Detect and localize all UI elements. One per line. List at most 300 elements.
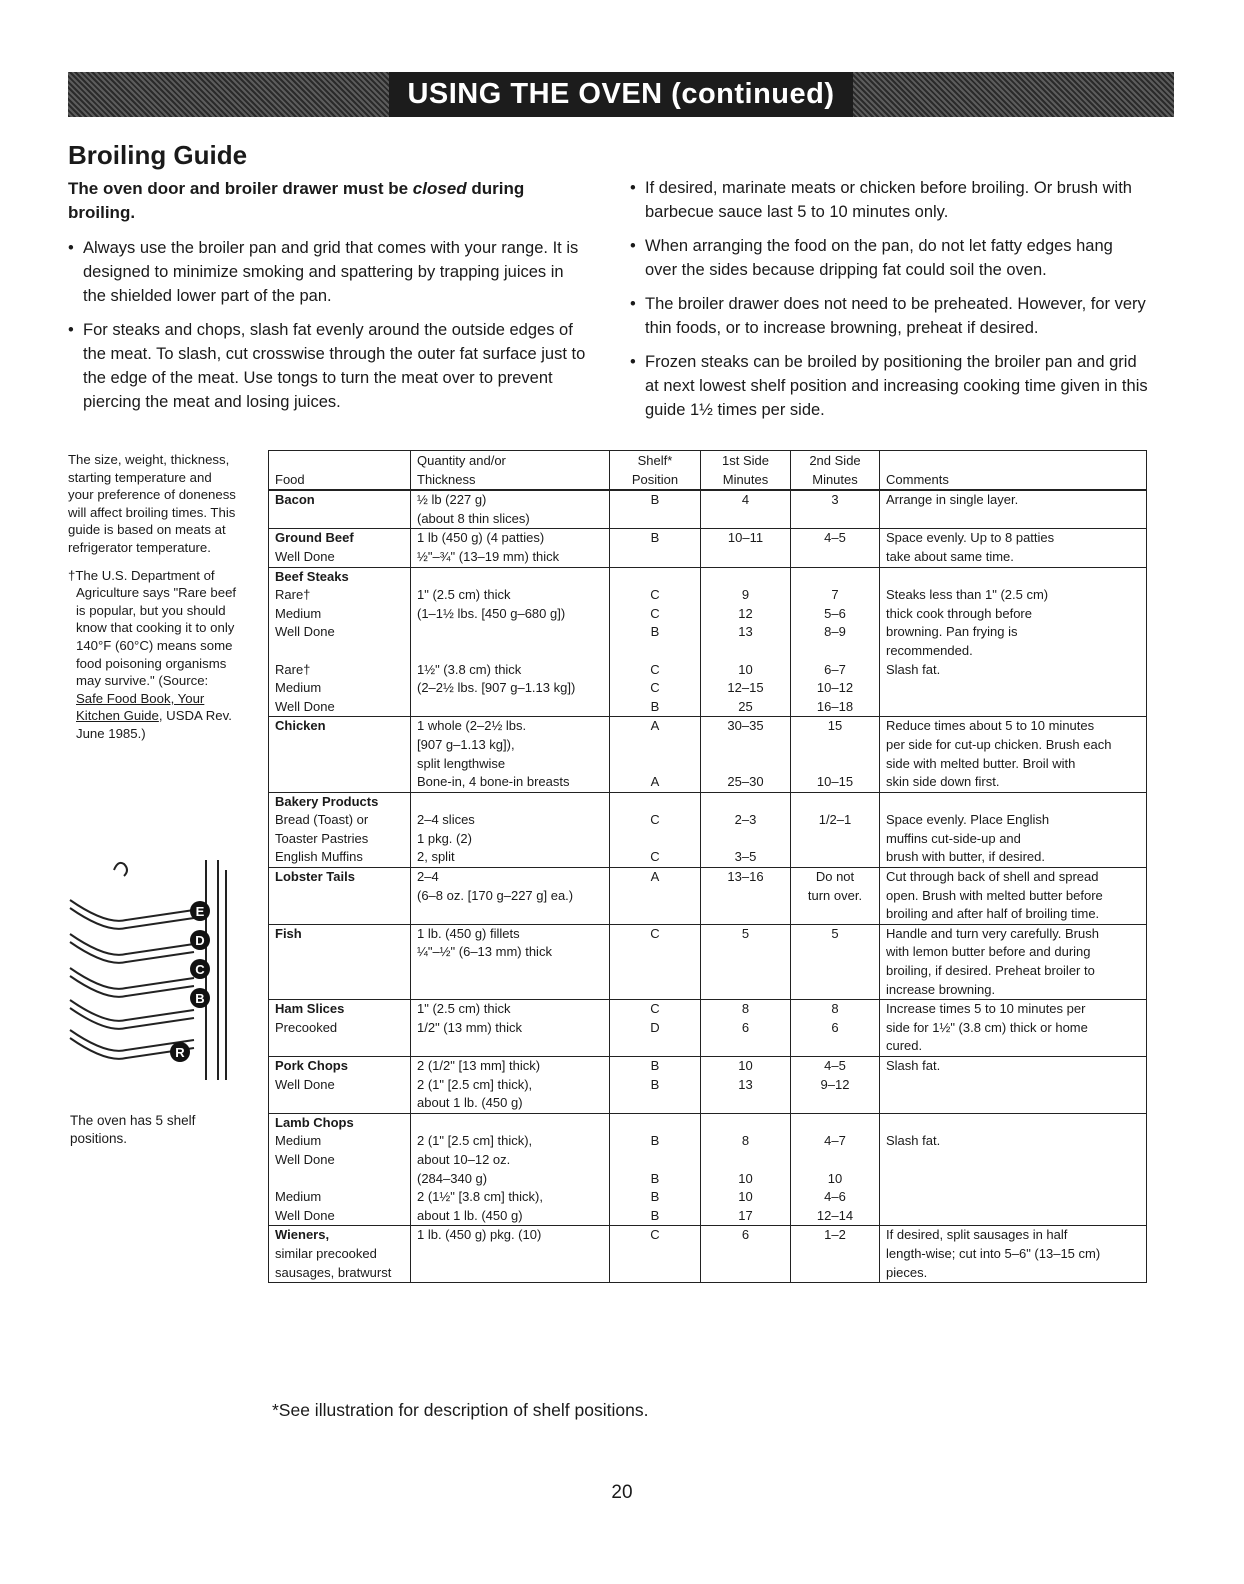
quantity-cell-line: 1½" (3.8 cm) thick (417, 661, 522, 677)
second-side-cell-line: 4–5 (824, 1058, 846, 1073)
left-bullet-list (66, 236, 586, 424)
food-cell (269, 1113, 411, 1226)
food-cell-line: Rare† (275, 587, 311, 603)
food-cell-line: Well Done (275, 1207, 335, 1223)
quantity-cell-line: (284–340 g) (417, 1170, 488, 1186)
table-row (269, 792, 1147, 867)
second-side-cell-line (797, 736, 873, 755)
intro-warning (68, 177, 578, 225)
comments-cell-line: Slash fat. (886, 1133, 941, 1149)
usda-note (68, 567, 238, 743)
side-note (68, 451, 238, 753)
comments-cell-line: open. Brush with melted butter before (886, 887, 1103, 903)
first-side-cell-line: 10 (738, 1058, 753, 1073)
comments-cell-line: side for 1½" (3.8 cm) thick or home (886, 1019, 1088, 1035)
food-cell-line: Well Done (275, 1151, 335, 1167)
table-row (269, 1113, 1147, 1226)
page-number: 20 (611, 1482, 633, 1503)
shelf-cell (610, 490, 701, 529)
quantity-cell (411, 1000, 610, 1057)
comments-cell-line: If desired, split sausages in half (886, 1227, 1068, 1243)
first-side-cell (701, 717, 791, 792)
shelf-cell (610, 717, 701, 792)
quantity-cell-line (417, 1114, 603, 1133)
comments-cell-line: Slash fat. (886, 661, 941, 677)
first-side-cell (701, 1226, 791, 1283)
quantity-cell-line: 1 pkg. (2) (417, 830, 472, 846)
comments-cell-line: Space evenly. Up to 8 patties (886, 530, 1055, 546)
food-cell-line: Beef Steaks (275, 568, 349, 584)
food-cell-line: Medium (275, 1133, 322, 1149)
shelf-cell-line: C (650, 605, 660, 621)
food-cell-line: Lobster Tails (275, 869, 355, 885)
second-side-cell-line (797, 568, 873, 587)
comments-cell-line: take about same time. (886, 548, 1014, 564)
bullet-item: • If desired, marinate meats or chicken before broiling. Or brush with barbecue sauce last 5 to 10 minutes only. (628, 176, 1148, 224)
quantity-cell-line: ½"–¾" (13–19 mm) thick (417, 548, 560, 564)
shelf-cell-line: D (650, 1019, 660, 1035)
comments-cell-line (886, 793, 1140, 812)
second-side-cell-line: 4–5 (824, 530, 846, 546)
table-body (269, 490, 1147, 1282)
shelf-r-label: R (175, 1045, 185, 1060)
food-cell-line: Toaster Pastries (275, 830, 369, 846)
second-side-cell (791, 717, 880, 792)
quantity-cell (411, 924, 610, 999)
first-side-cell-line: 17 (738, 1207, 753, 1223)
comments-cell-line: broiling and after half of broiling time. (886, 906, 1100, 922)
quantity-cell-line: (6–8 oz. [170 g–227 g] ea.) (417, 887, 574, 903)
food-cell (269, 792, 411, 867)
quantity-cell-line: 2–4 (417, 869, 439, 885)
second-side-cell (791, 792, 880, 867)
food-cell-line: Medium (275, 605, 322, 621)
second-side-cell-line: turn over. (807, 887, 863, 903)
comments-cell-line: increase browning. (886, 981, 996, 997)
comments-cell-line: brush with butter, if desired. (886, 849, 1045, 865)
quantity-cell (411, 567, 610, 717)
food-cell (269, 1226, 411, 1283)
shelf-d-label: D (195, 933, 205, 948)
source-title: Safe Food Book, Your Kitchen Guide (76, 690, 205, 724)
food-cell (269, 868, 411, 925)
first-side-cell-line: 25 (738, 698, 753, 714)
second-side-cell-line: 4–7 (824, 1133, 846, 1149)
food-cell (269, 924, 411, 999)
shelf-cell-line: B (650, 624, 660, 640)
comments-cell-line: Arrange in single layer. (886, 492, 1019, 508)
shelf-cell-line: B (650, 1207, 660, 1223)
comments-cell (880, 792, 1147, 867)
food-cell (269, 717, 411, 792)
header-first-side: 1st Side Minutes (701, 451, 791, 491)
bullet-item: • For steaks and chops, slash fat evenly around the outside edges of the meat. To slash, cut crosswise through the outer fat surface just to the edge of the meat. Use tongs to turn the meat over to prevent piercing the meat and losing juices. (66, 318, 586, 414)
first-side-cell (701, 868, 791, 925)
food-cell (269, 1000, 411, 1057)
shelf-e-label: E (195, 904, 205, 919)
comments-cell-line: Slash fat. (886, 1058, 941, 1073)
food-cell-line: Medium (275, 1189, 322, 1205)
shelf-cell-line: C (650, 680, 660, 696)
quantity-cell-line: 2–4 slices (417, 812, 475, 828)
second-side-cell (791, 529, 880, 567)
comments-cell-line: muffins cut-side-up and (886, 830, 1021, 846)
food-cell-line: Pork Chops (275, 1058, 348, 1073)
first-side-cell-line: 30–35 (727, 718, 764, 734)
quantity-cell-line: Bone-in, 4 bone-in breasts (417, 774, 570, 790)
first-side-cell-line: 8 (741, 1001, 750, 1017)
quantity-cell-line: 1 whole (2–2½ lbs. (417, 718, 527, 734)
second-side-cell (791, 1057, 880, 1114)
second-side-cell-line: 5–6 (824, 605, 846, 621)
table-header-row (269, 451, 1147, 491)
comments-cell (880, 1113, 1147, 1226)
shelf-cell (610, 567, 701, 717)
first-side-cell-line (707, 755, 784, 774)
quantity-cell (411, 868, 610, 925)
table-row (269, 529, 1147, 567)
first-side-cell-line (707, 1114, 784, 1133)
quantity-cell-line (417, 698, 603, 717)
second-side-cell-line: 6 (831, 1019, 839, 1035)
food-cell-line: Ham Slices (275, 1001, 345, 1017)
second-side-cell-line (797, 830, 873, 849)
second-side-cell-line: 1/2–1 (818, 812, 852, 828)
comments-cell (880, 567, 1147, 717)
second-side-cell-line: 10–12 (816, 680, 854, 696)
shelf-cell-line: A (650, 774, 660, 790)
food-cell-line: Chicken (275, 718, 326, 734)
food-cell (269, 567, 411, 717)
quantity-cell-line: 2 (1" [2.5 cm] thick), (417, 1076, 533, 1092)
comments-cell-line: side with melted butter. Broil with (886, 755, 1076, 771)
comments-cell-line: Space evenly. Place English (886, 812, 1050, 828)
shelf-cell-line (616, 1114, 694, 1133)
shelf-cell-line: B (650, 1189, 660, 1205)
intro-before: The oven door and broiler drawer must be (68, 179, 413, 198)
comments-cell (880, 868, 1147, 925)
first-side-cell-line: 13 (738, 1076, 753, 1092)
shelf-cell-line (616, 793, 694, 812)
shelf-cell (610, 1113, 701, 1226)
first-side-cell (701, 792, 791, 867)
quantity-cell-line: about 10–12 oz. (417, 1151, 511, 1167)
second-side-cell-line: 4–6 (824, 1189, 846, 1205)
food-cell-line: Well Done (275, 624, 335, 640)
comments-cell-line: Increase times 5 to 10 minutes per (886, 1001, 1086, 1017)
quantity-cell (411, 792, 610, 867)
header-second-side: 2nd Side Minutes (791, 451, 880, 491)
intro-after: during broiling. (68, 179, 525, 222)
quantity-cell (411, 490, 610, 529)
first-side-cell-line: 4 (741, 492, 750, 508)
shelf-cell (610, 792, 701, 867)
shelf-cell (610, 868, 701, 925)
quantity-cell-line: [907 g–1.13 kg]), (417, 736, 515, 752)
first-side-cell-line: 8 (741, 1133, 750, 1149)
shelf-b-label: B (195, 991, 205, 1006)
shelf-cell-line: B (650, 1076, 660, 1092)
comments-cell (880, 529, 1147, 567)
comments-cell-line (886, 1114, 1140, 1133)
quantity-cell-line: about 1 lb. (450 g) (417, 1207, 523, 1223)
broiling-table (268, 450, 1147, 1283)
shelf-cell-line (616, 755, 694, 774)
food-cell-line: Well Done (275, 548, 335, 564)
second-side-cell-line (797, 642, 873, 661)
first-side-cell (701, 1057, 791, 1114)
quantity-cell-line (417, 642, 603, 661)
shelf-positions-illustration (66, 830, 246, 1100)
comments-cell-line: broiling, if desired. Preheat broiler to (886, 963, 1095, 979)
table-row (269, 1057, 1147, 1114)
quantity-cell (411, 1057, 610, 1114)
shelf-cell-line: C (650, 812, 660, 828)
food-cell (269, 1057, 411, 1114)
first-side-cell-line: 12 (738, 605, 753, 621)
food-cell (269, 490, 411, 529)
first-side-cell-line: 10 (738, 661, 753, 677)
shelf-cell-line (616, 736, 694, 755)
first-side-cell-line: 6 (741, 1019, 750, 1035)
first-side-cell-line: 5 (741, 925, 750, 941)
quantity-cell-line: 1 lb. (450 g) fillets (417, 925, 520, 941)
table-row (269, 717, 1147, 792)
second-side-cell-line: 9–12 (820, 1076, 850, 1092)
shelf-cell-line: A (650, 718, 660, 734)
bullet-item: • Always use the broiler pan and grid that comes with your range. It is designed to minimize smoking and spattering by trapping juices in the shielded lower part of the pan. (66, 236, 586, 308)
shelf-cell-line: B (650, 698, 660, 714)
second-side-cell-line (797, 755, 873, 774)
second-side-cell-line: 1–2 (824, 1227, 846, 1243)
quantity-cell-line: about 1 lb. (450 g) (417, 1095, 523, 1111)
food-cell-line: Precooked (275, 1019, 338, 1035)
shelf-cell-line: A (650, 869, 660, 885)
quantity-cell-line: 1 lb. (450 g) pkg. (10) (417, 1227, 542, 1243)
shelf-cell-line: C (650, 1001, 660, 1017)
first-side-cell-line: 6 (741, 1227, 750, 1243)
comments-cell-line: recommended. (886, 642, 973, 658)
quantity-cell (411, 717, 610, 792)
quantity-cell-line: ½ lb (227 g) (417, 492, 487, 508)
second-side-cell-line: Do not (815, 869, 855, 885)
first-side-cell-line (707, 830, 784, 849)
second-side-cell (791, 924, 880, 999)
first-side-cell (701, 924, 791, 999)
comments-cell-line: browning. Pan frying is (886, 624, 1018, 640)
comments-cell-line: with lemon butter before and during (886, 944, 1091, 960)
food-cell-line: Wieners, (275, 1227, 330, 1243)
bullet-item: • Frozen steaks can be broiled by positioning the broiler pan and grid at next lowest shelf position and increasing cooking time given in this guide 1½ times per side. (628, 350, 1148, 422)
quantity-cell-line: 2 (1" [2.5 cm] thick), (417, 1133, 533, 1149)
quantity-cell (411, 529, 610, 567)
page-title: Broiling Guide (68, 140, 248, 170)
second-side-cell-line: 8 (831, 1001, 839, 1017)
quantity-cell-line: 2 (1½" [3.8 cm] thick), (417, 1189, 543, 1205)
quantity-cell-line: 1" (2.5 cm) thick (417, 587, 511, 603)
header-comments: Comments (880, 451, 1147, 491)
food-cell-line: similar precooked (275, 1245, 377, 1261)
first-side-cell-line: 2–3 (734, 812, 757, 828)
second-side-cell-line: 12–14 (816, 1207, 854, 1223)
shelf-cell-line: C (650, 587, 660, 603)
shelf-cell-line: B (650, 1058, 660, 1073)
first-side-cell-line: 13 (738, 624, 753, 640)
quantity-cell-line: (2–2½ lbs. [907 g–1.13 kg]) (417, 680, 576, 696)
food-cell-line (275, 642, 404, 661)
second-side-cell-line: 8–9 (824, 624, 846, 640)
shelf-cell-line: B (650, 1133, 660, 1149)
intro-emphasis: closed (412, 179, 467, 198)
second-side-cell (791, 1226, 880, 1283)
shelf-cell-line: B (650, 1170, 660, 1186)
shelf-cell-line: C (650, 849, 660, 865)
comments-cell-line: skin side down first. (886, 774, 1000, 790)
comments-cell-line: Reduce times about 5 to 10 minutes (886, 718, 1095, 734)
quantity-cell (411, 1226, 610, 1283)
food-cell-line: Well Done (275, 698, 335, 714)
food-cell-line: Rare† (275, 661, 311, 677)
comments-cell (880, 1057, 1147, 1114)
banner-text: USING THE OVEN (continued) (389, 72, 852, 117)
comments-cell-line: Handle and turn very carefully. Brush (886, 925, 1099, 941)
bullet-item: • When arranging the food on the pan, do not let fatty edges hang over the sides because dripping fat could soil the oven. (628, 234, 1148, 282)
shelf-cell-line: B (650, 530, 660, 546)
oven-light-icon (114, 863, 127, 876)
food-cell-line: Well Done (275, 1076, 335, 1092)
first-side-cell (701, 1113, 791, 1226)
quantity-cell-line (417, 623, 603, 642)
second-side-cell (791, 567, 880, 717)
first-side-cell-line: 10–11 (727, 530, 764, 546)
first-side-cell-line: 12–15 (727, 680, 764, 696)
second-side-cell-line: 3 (831, 492, 839, 508)
shelf-cell-line: C (650, 925, 660, 941)
food-cell (269, 529, 411, 567)
second-side-cell (791, 868, 880, 925)
comments-cell-line: length-wise; cut into 5–6" (13–15 cm) (886, 1245, 1101, 1261)
shelf-cell (610, 1226, 701, 1283)
second-side-cell (791, 490, 880, 529)
second-side-cell (791, 1113, 880, 1226)
quantity-cell-line: 2, split (417, 849, 455, 865)
quantity-cell-line: 1 lb (450 g) (4 patties) (417, 530, 545, 546)
bullet-item: • The broiler drawer does not need to be preheated. However, for very thin foods, or to increase browning, preheat if desired. (628, 292, 1148, 340)
first-side-cell-line (707, 642, 784, 661)
first-side-cell (701, 529, 791, 567)
quantity-cell-line: (about 8 thin slices) (417, 510, 530, 526)
comments-cell-line: per side for cut-up chicken. Brush each (886, 736, 1112, 752)
first-side-cell (701, 490, 791, 529)
quantity-cell-line: 1" (2.5 cm) thick (417, 1001, 511, 1017)
first-side-cell-line (707, 1151, 784, 1170)
comments-cell (880, 924, 1147, 999)
comments-cell-line: Cut through back of shell and spread (886, 869, 1099, 885)
quantity-cell-line (417, 568, 603, 587)
second-side-cell-line: 5 (831, 925, 839, 941)
first-side-cell-line: 10 (738, 1189, 753, 1205)
shelf-cell-line (616, 568, 694, 587)
second-side-cell-line: 16–18 (816, 698, 854, 714)
quantity-cell-line: 2 (1/2" [13 mm] thick) (417, 1058, 541, 1073)
table-row (269, 1226, 1147, 1283)
quantity-cell-line: 1/2" (13 mm) thick (417, 1019, 523, 1035)
comments-cell-line: cured. (886, 1038, 923, 1054)
food-cell-line: Fish (275, 925, 302, 941)
table-row (269, 924, 1147, 999)
quantity-cell-line: (1–1½ lbs. [450 g–680 g]) (417, 605, 566, 621)
first-side-cell-line: 25–30 (727, 774, 764, 790)
comments-cell (880, 717, 1147, 792)
first-side-cell-line (707, 736, 784, 755)
table-row (269, 868, 1147, 925)
header-food: Food (269, 451, 411, 491)
second-side-cell-line: 15 (827, 718, 843, 734)
food-cell-line: Lamb Chops (275, 1114, 354, 1130)
second-side-cell-line: 7 (831, 587, 839, 603)
right-bullet-list (628, 176, 1148, 432)
second-side-cell-line (797, 1151, 873, 1170)
first-side-cell (701, 567, 791, 717)
second-side-cell-line (797, 793, 873, 812)
comments-cell-line: Steaks less than 1" (2.5 cm) (886, 587, 1049, 603)
first-side-cell-line: 9 (741, 587, 750, 603)
shelf-footnote: *See illustration for description of shelf positions. (272, 1400, 649, 1420)
shelf-cell-line: B (650, 492, 660, 508)
food-cell-line: Ground Beef (275, 530, 354, 546)
header-shelf: Shelf* Position (610, 451, 701, 491)
food-cell-line: Bakery Products (275, 793, 379, 809)
shelf-cell (610, 529, 701, 567)
comments-cell (880, 1226, 1147, 1283)
illustration-caption: The oven has 5 shelf positions. (70, 1113, 196, 1146)
comments-cell (880, 1000, 1147, 1057)
comments-cell-line: thick cook through before (886, 605, 1032, 621)
quantity-cell-line (417, 793, 603, 812)
comments-cell-line (886, 568, 1140, 587)
second-side-cell-line: 6–7 (824, 661, 846, 677)
table-row (269, 567, 1147, 717)
first-side-cell-line: 13–16 (727, 869, 764, 885)
first-side-cell-line (707, 793, 784, 812)
shelf-cell (610, 924, 701, 999)
shelf-cell-line (616, 642, 694, 661)
table-row (269, 1000, 1147, 1057)
food-cell-line: Bacon (275, 492, 315, 508)
food-cell-line (275, 1170, 404, 1189)
header-quantity: Quantity and/or Thickness (411, 451, 610, 491)
table-row (269, 490, 1147, 529)
side-note-text: The size, weight, thickness, starting temperature and your preference of doneness will affect broiling times. This guide is based on meats at refrigerator temperature. (68, 452, 236, 555)
first-side-cell (701, 1000, 791, 1057)
first-side-cell-line: 3–5 (734, 849, 757, 865)
second-side-cell-line (797, 848, 873, 867)
comments-cell-line: pieces. (886, 1264, 928, 1280)
shelf-cell-line (616, 830, 694, 849)
second-side-cell (791, 1000, 880, 1057)
second-side-cell-line (797, 1114, 873, 1133)
comments-cell (880, 490, 1147, 529)
second-side-cell-line: 10 (827, 1170, 843, 1186)
food-cell-line: English Muffins (275, 849, 363, 865)
quantity-cell (411, 1113, 610, 1226)
shelf-cell (610, 1057, 701, 1114)
usda-note-end: , USDA Rev. June 1985.) (76, 708, 232, 741)
shelf-c-label: C (195, 962, 205, 977)
second-side-cell-line: 10–15 (816, 774, 854, 790)
food-cell-line: Bread (Toast) or (275, 812, 369, 828)
first-side-cell-line: 10 (738, 1170, 753, 1186)
